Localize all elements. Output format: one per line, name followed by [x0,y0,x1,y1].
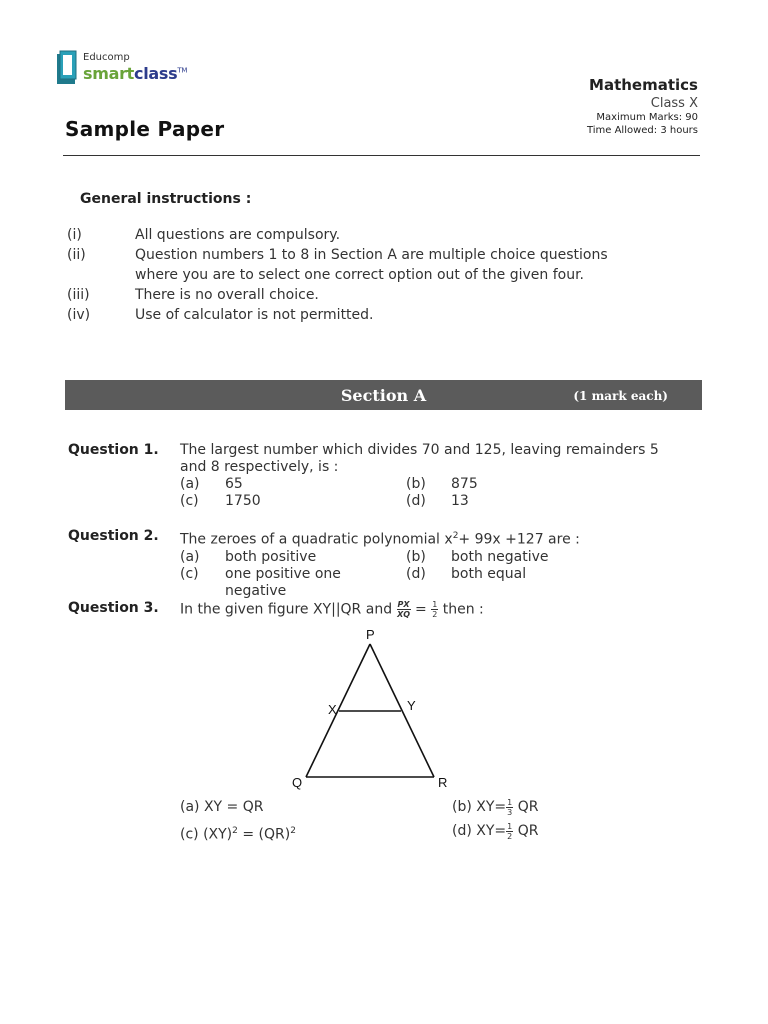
fraction-one-half: $\frac{1}{2}$ [432,600,438,619]
max-marks: Maximum Marks: 90 [596,112,698,123]
label-q: Q [292,775,303,790]
instructions-heading: General instructions : [80,191,252,207]
option-b: (b) XY= $\frac{1}{3}$ QR [452,797,539,817]
instructions-list [67,225,687,325]
option-a: (a) XY = QR [180,799,264,815]
option-text: both negative [451,548,549,565]
question-text: The largest number which divides 70 and 125, leaving remainders 5 and 8 respectively, is : [180,442,659,475]
option-key: (c) [180,565,199,582]
question-3-options [180,797,600,845]
options [180,476,680,510]
option-text: both equal [451,565,527,582]
option-text: 1750 [225,493,261,509]
question-label: Question 3. [68,600,159,616]
option-text: 875 [451,476,478,492]
label-x: X [328,702,337,717]
option-text: 13 [451,493,469,509]
option-c: (c) (XY)$^2$ = (QR)$^2$ [180,826,296,843]
triangle-figure [290,625,460,790]
question-label: Question 2. [68,528,159,544]
option-key: (c) [180,493,199,509]
time-allowed: Time Allowed: 3 hours [586,125,698,136]
option-key: (a) [180,548,200,565]
option-text: both positive [225,548,317,565]
section-header [65,380,702,410]
option-text: 65 [225,476,243,492]
instruction-item: (iii) There is no overall choice. [67,287,319,303]
logo-brand-name: smartclass™ [83,64,188,83]
header-divider [63,155,700,156]
class-level: Class X [650,96,698,111]
option-key: (b) [406,548,426,565]
question-body [180,528,680,600]
instruction-item: (i) All questions are compulsory. [67,227,341,243]
question-text: In the given figure XY||QR and $\frac{PX}{XQ}$ = $\frac{1}{2}$ then : [180,600,484,619]
logo-door-icon [56,50,78,86]
subject: Mathematics [589,76,698,94]
fraction-px-xq: $\frac{PX}{XQ}$ [397,600,411,619]
page-title: Sample Paper [65,117,225,141]
option-key: (d) [406,565,426,582]
instruction-item: (iv) Use of calculator is not permitted. [67,307,374,323]
option-d: (d) XY= $\frac{1}{2}$ QR [452,821,539,841]
logo-brand-small: Educomp [83,52,130,63]
educomp-smartclass-logo [56,50,186,90]
question-text: The zeroes of a quadratic polynomial $x^2+ 99x +127$ are : [180,531,580,548]
instruction-item: (ii) Question numbers 1 to 8 in Section A are multiple choice questions where you are to select one correct option out of the given four. [67,247,608,283]
option-key: (d) [406,493,426,509]
label-r: R [438,775,448,790]
option-key: (b) [406,476,426,492]
question-body [180,442,680,510]
label-p: P [366,627,375,642]
options [180,549,680,600]
question-label: Question 1. [68,442,159,458]
paper-meta [587,76,698,137]
section-marks-note: (1 mark each) [573,389,668,403]
option-text: one positive one negative [225,565,341,599]
label-y: Y [407,698,416,713]
option-key: (a) [180,476,200,492]
section-title: Section A [340,386,427,405]
